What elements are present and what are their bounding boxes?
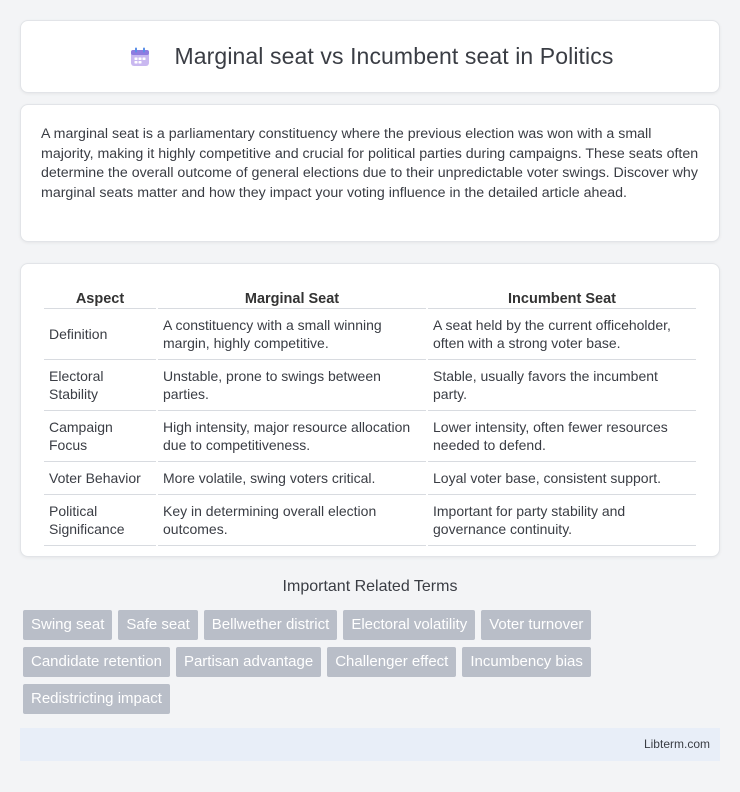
comparison-card — [20, 263, 720, 557]
tag-voter-turnover[interactable]: Voter turnover — [481, 610, 591, 640]
page-title: Marginal seat vs Incumbent seat in Politics — [174, 43, 614, 69]
tag-candidate-retention[interactable]: Candidate retention — [23, 647, 170, 677]
tag-safe-seat[interactable]: Safe seat — [118, 610, 197, 640]
table-cell-marginal: High intensity, major resource allocation due to competitiveness. — [158, 411, 426, 462]
table-cell-marginal: A constituency with a small winning margin, highly competitive. — [158, 309, 426, 360]
table-cell-incumbent: Stable, usually favors the incumbent party. — [428, 360, 696, 411]
table-cell-aspect: Voter Behavior — [44, 462, 156, 495]
table-row — [44, 495, 696, 546]
tag-swing-seat[interactable]: Swing seat — [23, 610, 112, 640]
header-card — [20, 20, 720, 93]
table-cell-marginal: More volatile, swing voters critical. — [158, 462, 426, 495]
comparison-table — [42, 284, 698, 546]
table-cell-incumbent: A seat held by the current officeholder, often with a strong voter base. — [428, 309, 696, 360]
tag-partisan-advantage[interactable]: Partisan advantage — [176, 647, 321, 677]
table-cell-incumbent: Lower intensity, often fewer resources needed to defend. — [428, 411, 696, 462]
tag-electoral-volatility[interactable]: Electoral volatility — [343, 610, 475, 640]
calendar-icon — [127, 44, 153, 70]
table-cell-incumbent: Loyal voter base, consistent support. — [428, 462, 696, 495]
tag-challenger-effect[interactable]: Challenger effect — [327, 647, 456, 677]
table-row — [44, 462, 696, 495]
intro-text: A marginal seat is a parliamentary constituency where the previous election was won with a small majority, making it highly competitive and crucial for political parties during campaigns. These seats often determine the overall outcome of general elections due to their unpredictable voter swings. Discover why marginal seats matter and how they impact your voting influence in the detailed article ahead. — [41, 126, 699, 201]
column-header-marginal: Marginal Seat — [158, 284, 426, 309]
table-row — [44, 360, 696, 411]
intro-card — [20, 104, 720, 242]
table-cell-aspect: Electoral Stability — [44, 360, 156, 411]
table-row — [44, 411, 696, 462]
table-header-row — [44, 284, 696, 309]
tag-incumbency-bias[interactable]: Incumbency bias — [462, 647, 591, 677]
footer — [20, 728, 720, 761]
column-header-incumbent: Incumbent Seat — [428, 284, 696, 309]
footer-link[interactable]: Libterm.com — [643, 737, 710, 751]
table-cell-marginal: Key in determining overall election outcomes. — [158, 495, 426, 546]
table-cell-aspect: Political Significance — [44, 495, 156, 546]
table-cell-marginal: Unstable, prone to swings between parties. — [158, 360, 426, 411]
table-cell-aspect: Definition — [44, 309, 156, 360]
related-terms-tags — [23, 610, 703, 714]
related-terms-title: Important Related Terms — [282, 578, 458, 595]
column-header-aspect: Aspect — [44, 284, 156, 309]
table-cell-incumbent: Important for party stability and governance continuity. — [428, 495, 696, 546]
tag-redistricting-impact[interactable]: Redistricting impact — [23, 684, 170, 714]
tag-bellwether-district[interactable]: Bellwether district — [204, 610, 338, 640]
table-row — [44, 309, 696, 360]
table-cell-aspect: Campaign Focus — [44, 411, 156, 462]
